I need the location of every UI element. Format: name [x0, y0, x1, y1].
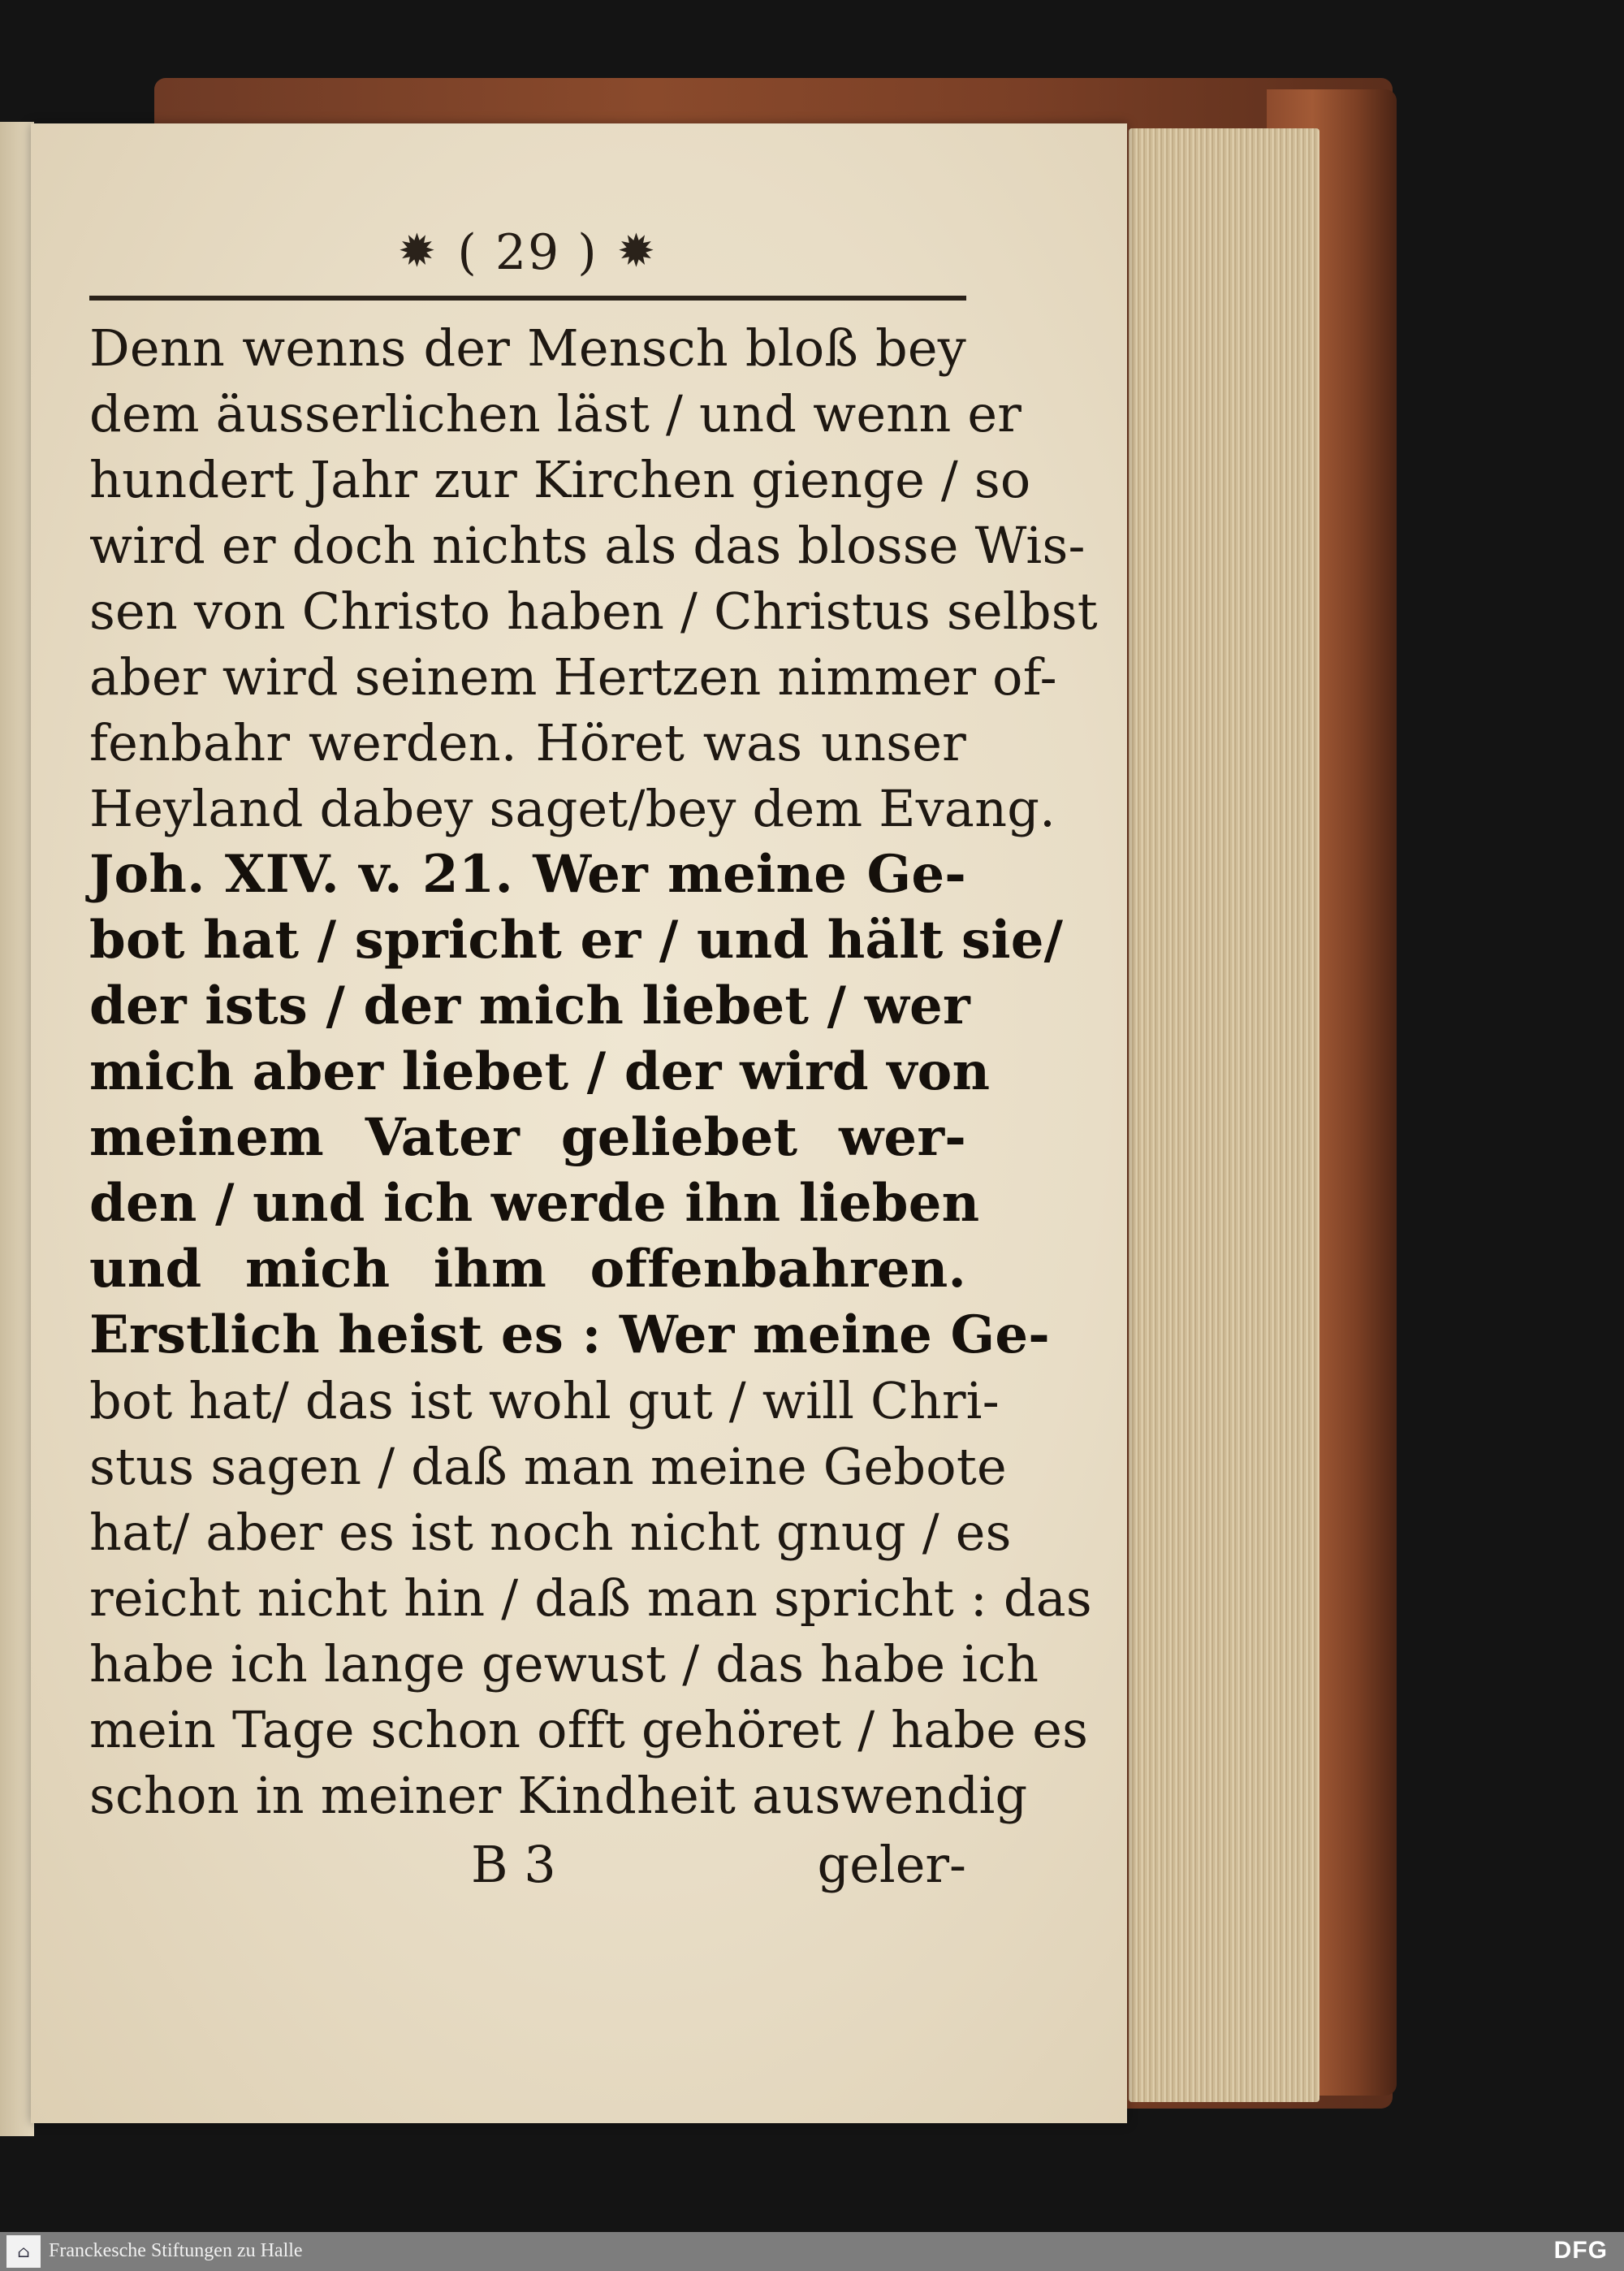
text-line: der ists / der mich liebet / wer [89, 975, 970, 1036]
page-edges-stack [1129, 128, 1320, 2102]
text-line: mich aber liebet / der wird von [89, 1041, 991, 1102]
text-line: wird er doch nichts als das blosse Wis- [89, 516, 1086, 575]
body-text [89, 315, 1098, 1828]
text-line: habe ich lange gewust / das habe ich [89, 1634, 1039, 1694]
ornament-left-icon: ✹ [398, 225, 436, 278]
text-line: reicht nicht hin / daß man spricht : das [89, 1568, 1092, 1628]
page-number: ( 29 ) [457, 224, 598, 281]
header-rule [89, 296, 966, 301]
text-line: sen von Christo haben / Christus selbst [89, 582, 1098, 641]
text-line: hundert Jahr zur Kirchen gienge / so [89, 450, 1031, 509]
page-header [89, 219, 966, 292]
text-line: hat/ aber es ist noch nicht gnug / es [89, 1503, 1012, 1562]
text-line: Heyland dabey saget/bey dem Evang. [89, 779, 1056, 838]
text-line: mein Tage schon offt gehöret / habe es [89, 1700, 1089, 1759]
book-page [31, 123, 1127, 2123]
text-line: dem äusserlichen läst / und wenn er [89, 384, 1022, 443]
text-line: und mich ihm offenbahren. [89, 1239, 966, 1300]
text-line: den / und ich werde ihn lieben [89, 1173, 980, 1234]
text-line: schon in meiner Kindheit auswendig [89, 1766, 1028, 1825]
facing-page-edge [0, 122, 34, 2136]
text-line: meinem Vater geliebet wer- [89, 1107, 966, 1168]
text-line: bot hat / spricht er / und hält sie/ [89, 910, 1064, 971]
text-line: Denn wenns der Mensch bloß bey [89, 318, 966, 378]
text-line: stus sagen / daß man meine Gebote [89, 1437, 1007, 1496]
dfg-logo: DFG [1553, 2237, 1608, 2264]
institution-logo-icon: ⌂ [6, 2235, 41, 2268]
text-line: Erstlich heist es : Wer meine Ge- [89, 1304, 1051, 1365]
page-footer [89, 1835, 966, 1900]
text-line: Joh. XIV. v. 21. Wer meine Ge- [89, 844, 966, 905]
catchword: geler- [817, 1835, 966, 1894]
text-line: aber wird seinem Hertzen nimmer of- [89, 647, 1057, 707]
text-line: fenbahr werden. Höret was unser [89, 713, 966, 772]
institution-name: Franckesche Stiftungen zu Halle [49, 2240, 303, 2261]
viewer-footer-bar [0, 2232, 1624, 2271]
ornament-right-icon: ✹ [617, 225, 655, 278]
text-line: bot hat/ das ist wohl gut / will Chri- [89, 1371, 1000, 1430]
signature-mark: B 3 [471, 1835, 556, 1894]
page-content [89, 219, 1098, 1900]
